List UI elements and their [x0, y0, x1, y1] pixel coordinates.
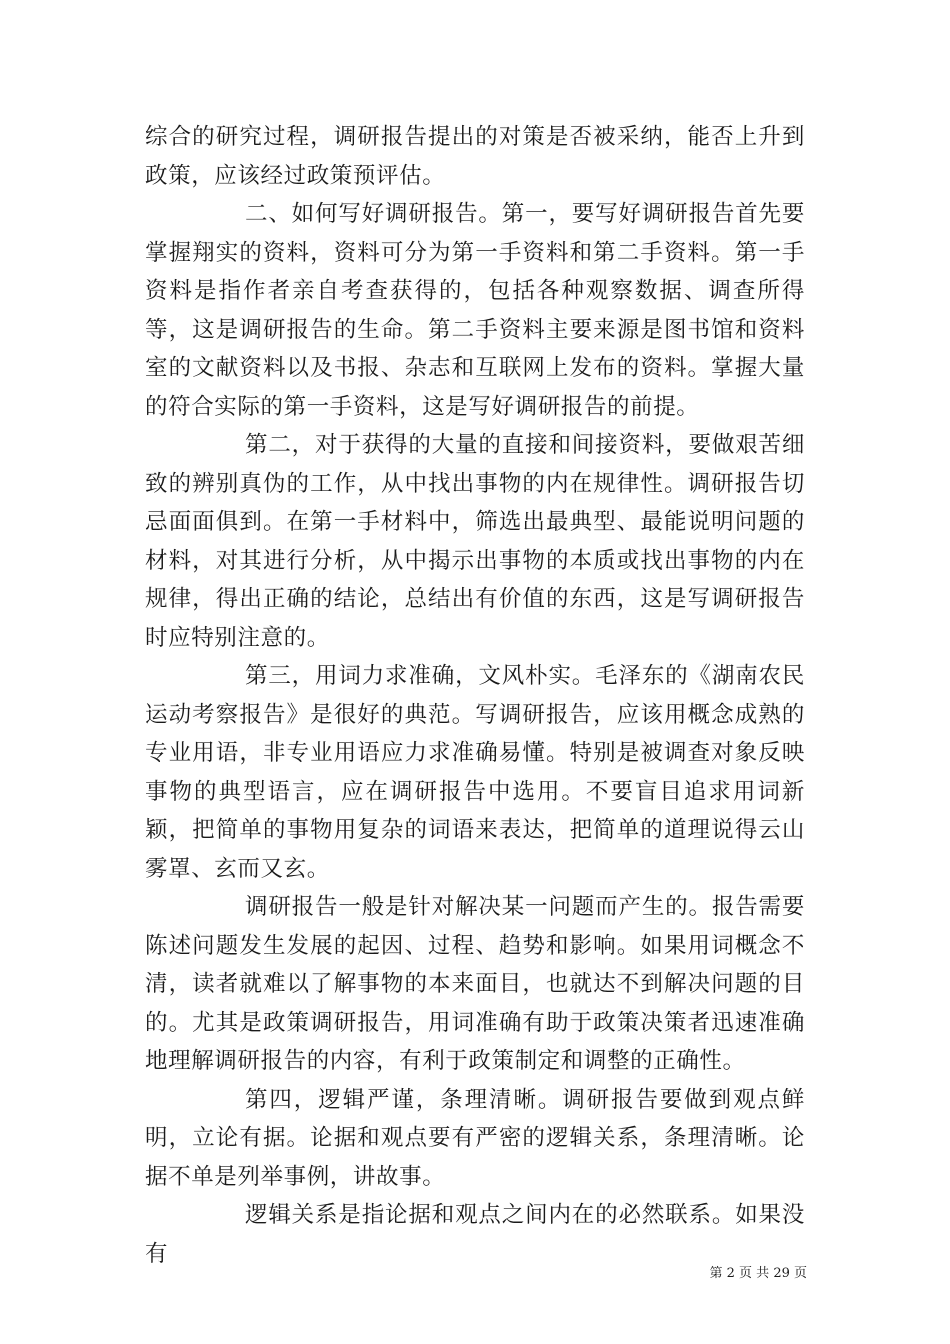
paragraph-2: 二、如何写好调研报告。第一，要写好调研报告首先要掌握翔实的资料，资料可分为第一手资料和第二手资料。第一手资料是指作者亲自考查获得的，包括各种观察数据、调查所得等，这是调研报告的生命。第二手资料主要来源是图书馆和资料室的文献资料以及书报、杂志和互联网上发布的资料。掌握大量的符合实际的第一手资料，这是写好调研报告的前提。	[145, 201, 805, 420]
paragraph-7: 逻辑关系是指论据和观点之间内在的必然联系。如果没有	[145, 1202, 805, 1267]
paragraph-6: 第四，逻辑严谨，条理清晰。调研报告要做到观点鲜明，立论有据。论据和观点要有严密的逻辑关系，条理清晰。论据不单是列举事例，讲故事。	[145, 1086, 805, 1190]
page-number-footer: 第 2 页 共 29 页	[709, 1266, 807, 1281]
paragraph-1: 综合的研究过程，调研报告提出的对策是否被采纳，能否上升到政策，应该经过政策预评估。	[145, 124, 805, 189]
paragraph-4: 第三，用词力求准确，文风朴实。毛泽东的《湖南农民运动考察报告》是很好的典范。写调研报告，应该用概念成熟的专业用语，非专业用语应力求准确易懂。特别是被调查对象反映事物的典型语言，应在调研报告中选用。不要盲目追求用词新颖，把简单的事物用复杂的词语来表达，把简单的道理说得云山雾罩、玄而又玄。	[145, 663, 805, 882]
document-body	[145, 118, 805, 1273]
paragraph-3: 第二，对于获得的大量的直接和间接资料，要做艰苦细致的辨别真伪的工作，从中找出事物的内在规律性。调研报告切忌面面俱到。在第一手材料中，筛选出最典型、最能说明问题的材料，对其进行分析，从中揭示出事物的本质或找出事物的内在规律，得出正确的结论，总结出有价值的东西，这是写调研报告时应特别注意的。	[145, 432, 805, 651]
paragraph-5: 调研报告一般是针对解决某一问题而产生的。报告需要陈述问题发生发展的起因、过程、趋势和影响。如果用词概念不清，读者就难以了解事物的本来面目，也就达不到解决问题的目的。尤其是政策调研报告，用词准确有助于政策决策者迅速准确地理解调研报告的内容，有利于政策制定和调整的正确性。	[145, 894, 805, 1074]
